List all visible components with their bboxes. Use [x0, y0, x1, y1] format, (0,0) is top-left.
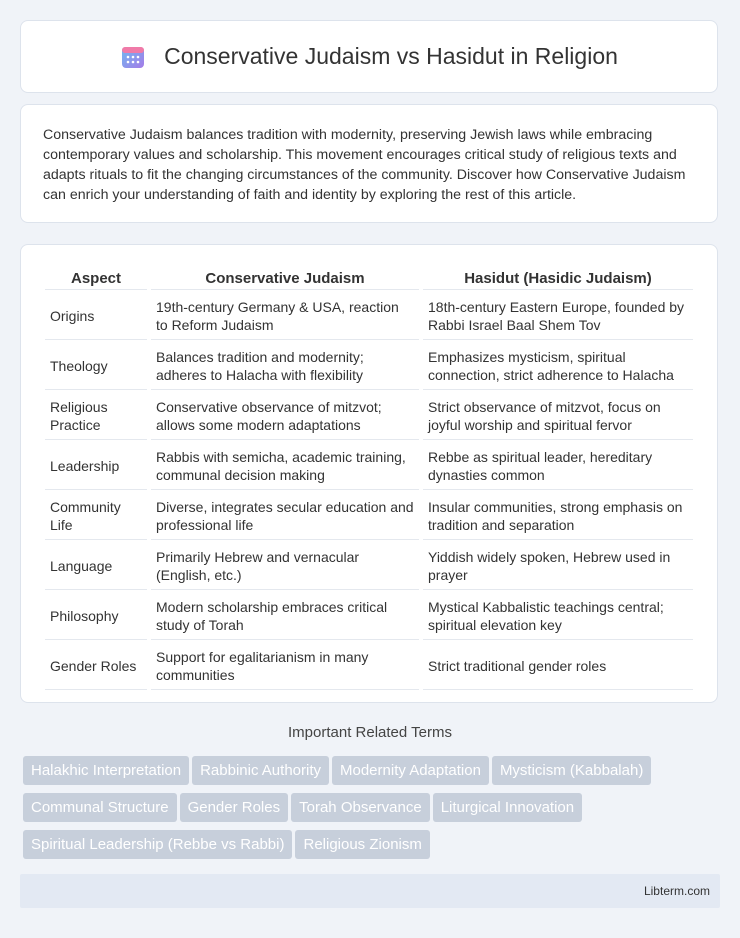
column-header: Aspect — [45, 266, 147, 290]
table-header-row — [45, 266, 693, 290]
page-title: Conservative Judaism vs Hasidut in Religion — [164, 43, 618, 69]
hasidut-cell: Yiddish widely spoken, Hebrew used in prayer — [423, 543, 693, 590]
column-header: Conservative Judaism — [151, 266, 419, 290]
table-row — [45, 593, 693, 640]
conservative-cell: Support for egalitarianism in many communities — [151, 643, 419, 690]
aspect-cell: Religious Practice — [45, 393, 147, 440]
aspect-cell: Community Life — [45, 493, 147, 540]
table-row — [45, 293, 693, 340]
table-row — [45, 393, 693, 440]
hasidut-cell: Strict observance of mitzvot, focus on joyful worship and spiritual fervor — [423, 393, 693, 440]
conservative-cell: Primarily Hebrew and vernacular (English, etc.) — [151, 543, 419, 590]
aspect-cell: Gender Roles — [45, 643, 147, 690]
conservative-cell: Conservative observance of mitzvot; allows some modern adaptations — [151, 393, 419, 440]
footer — [20, 874, 720, 908]
comparison-table — [41, 263, 697, 693]
related-term-tag[interactable]: Religious Zionism — [295, 830, 429, 859]
conservative-cell: 19th-century Germany & USA, reaction to Reform Judaism — [151, 293, 419, 340]
table-row — [45, 543, 693, 590]
table-row — [45, 443, 693, 490]
aspect-cell: Theology — [45, 343, 147, 390]
conservative-cell: Modern scholarship embraces critical study of Torah — [151, 593, 419, 640]
footer-brand-link[interactable]: Libterm.com — [643, 884, 710, 898]
aspect-cell: Philosophy — [45, 593, 147, 640]
table-row — [45, 343, 693, 390]
related-term-tag[interactable]: Halakhic Interpretation — [23, 756, 189, 785]
related-term-tag[interactable]: Rabbinic Authority — [192, 756, 329, 785]
table-row — [45, 643, 693, 690]
related-term-tag[interactable]: Modernity Adaptation — [332, 756, 489, 785]
related-term-tag[interactable]: Torah Observance — [291, 793, 430, 822]
hasidut-cell: Rebbe as spiritual leader, hereditary dynasties common — [423, 443, 693, 490]
hasidut-cell: 18th-century Eastern Europe, founded by Rabbi Israel Baal Shem Tov — [423, 293, 693, 340]
hasidut-cell: Emphasizes mysticism, spiritual connection, strict adherence to Halacha — [423, 343, 693, 390]
related-term-tag[interactable]: Gender Roles — [180, 793, 289, 822]
intro-text: Conservative Judaism balances tradition with modernity, preserving Jewish laws while embracing contemporary values and scholarship. This movement encourages critical study of religious texts and adapts rituals to fit the changing circumstances of the community. Discover how Conservative Judaism can enrich your understanding of faith and identity by exploring the rest of this article. — [43, 127, 686, 203]
table-row — [45, 493, 693, 540]
related-term-tag[interactable]: Communal Structure — [23, 793, 177, 822]
aspect-cell: Language — [45, 543, 147, 590]
comparison-card — [20, 244, 718, 703]
aspect-cell: Origins — [45, 293, 147, 340]
conservative-cell: Balances tradition and modernity; adheres to Halacha with flexibility — [151, 343, 419, 390]
column-header: Hasidut (Hasidic Judaism) — [423, 266, 693, 290]
related-term-tag[interactable]: Liturgical Innovation — [433, 793, 582, 822]
related-terms-title: Important Related Terms — [288, 724, 452, 741]
related-term-tag[interactable]: Spiritual Leadership (Rebbe vs Rabbi) — [23, 830, 292, 859]
hasidut-cell: Strict traditional gender roles — [423, 643, 693, 690]
related-term-tag[interactable]: Mysticism (Kabbalah) — [492, 756, 651, 785]
hasidut-cell: Mystical Kabbalistic teachings central; spiritual elevation key — [423, 593, 693, 640]
calendar-icon — [120, 44, 146, 70]
title-card — [20, 20, 718, 93]
related-terms-list — [23, 756, 723, 867]
intro-card — [20, 104, 718, 223]
conservative-cell: Diverse, integrates secular education and professional life — [151, 493, 419, 540]
hasidut-cell: Insular communities, strong emphasis on tradition and separation — [423, 493, 693, 540]
conservative-cell: Rabbis with semicha, academic training, communal decision making — [151, 443, 419, 490]
aspect-cell: Leadership — [45, 443, 147, 490]
